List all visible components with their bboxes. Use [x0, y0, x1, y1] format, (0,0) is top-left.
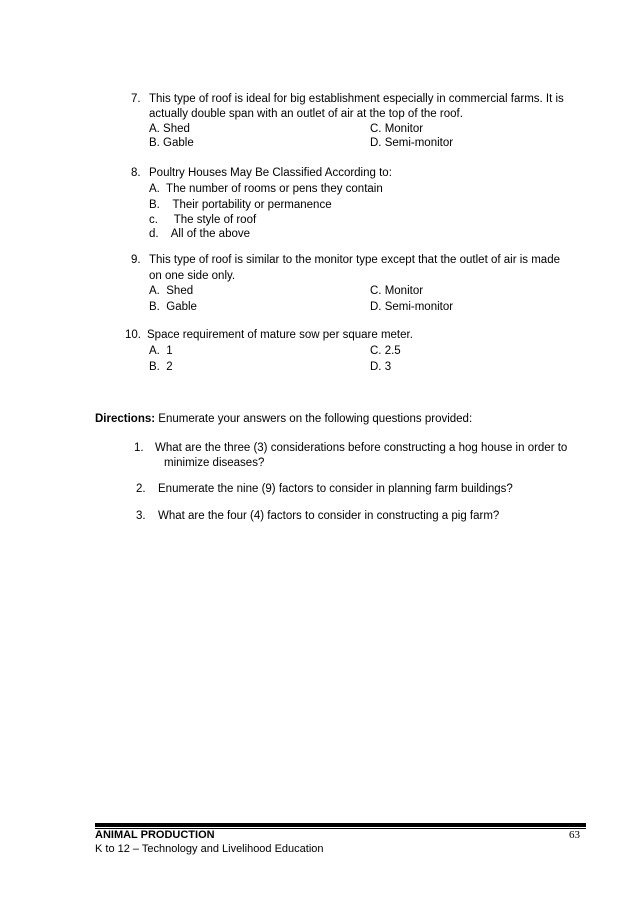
- question-9-text-line1: This type of roof is similar to the monitor type except that the outlet of air is made: [149, 254, 560, 266]
- directions-paragraph: [95, 413, 472, 425]
- question-8-option-b: B. Their portability or permanence: [149, 199, 332, 211]
- question-8-option-a: A. The number of rooms or pens they contain: [149, 183, 383, 195]
- question-7-option-c: C. Monitor: [370, 123, 424, 135]
- enum-item-3-number: 3.: [136, 510, 146, 522]
- footer-rule-thick: [95, 823, 586, 827]
- footer-title: ANIMAL PRODUCTION: [95, 829, 215, 841]
- question-7-option-d: D. Semi-monitor: [370, 137, 454, 149]
- question-10-option-b: B. 2: [149, 361, 173, 373]
- question-10-option-c: C. 2.5: [370, 345, 401, 357]
- question-8-option-c: c. The style of roof: [149, 214, 257, 226]
- question-9-option-d: D. Semi-monitor: [370, 301, 454, 313]
- page-number: 63: [569, 829, 580, 841]
- enum-item-1-text-line2: minimize diseases?: [164, 457, 265, 469]
- question-8-number: 8.: [131, 167, 141, 179]
- enum-item-3-text: What are the four (4) factors to consider in constructing a pig farm?: [158, 510, 500, 522]
- question-9-option-b: B. Gable: [149, 301, 197, 313]
- question-8-text: Poultry Houses May Be Classified According to:: [149, 167, 392, 179]
- question-8-option-d: d. All of the above: [149, 228, 251, 240]
- question-9-option-c: C. Monitor: [370, 285, 424, 297]
- question-7-option-b: B. Gable: [149, 137, 194, 149]
- enum-item-1-number: 1.: [134, 442, 144, 454]
- enum-item-1-text-line1: What are the three (3) considerations before constructing a hog house in order to: [155, 442, 568, 454]
- question-10-text: Space requirement of mature sow per square meter.: [147, 329, 413, 341]
- question-7-number: 7.: [131, 93, 141, 105]
- directions-text: Enumerate your answers on the following questions provided:: [155, 413, 473, 425]
- question-7-option-a: A. Shed: [149, 123, 190, 135]
- question-9-number: 9.: [131, 254, 141, 266]
- question-7-text-line1: This type of roof is ideal for big establishment especially in commercial farms. It is: [149, 93, 564, 105]
- question-9-text-line2: on one side only.: [149, 270, 236, 282]
- enum-item-2-text: Enumerate the nine (9) factors to consider in planning farm buildings?: [158, 483, 513, 495]
- question-10-option-d: D. 3: [370, 361, 392, 373]
- enum-item-2-number: 2.: [136, 483, 146, 495]
- footer-subtitle: K to 12 – Technology and Livelihood Education: [95, 843, 324, 855]
- question-9-option-a: A. Shed: [149, 285, 194, 297]
- directions-label: Directions:: [95, 413, 156, 425]
- question-10-option-a: A. 1: [149, 345, 173, 357]
- question-7-text-line2: actually double span with an outlet of air at the top of the roof.: [149, 108, 463, 120]
- question-10-number: 10.: [125, 329, 141, 341]
